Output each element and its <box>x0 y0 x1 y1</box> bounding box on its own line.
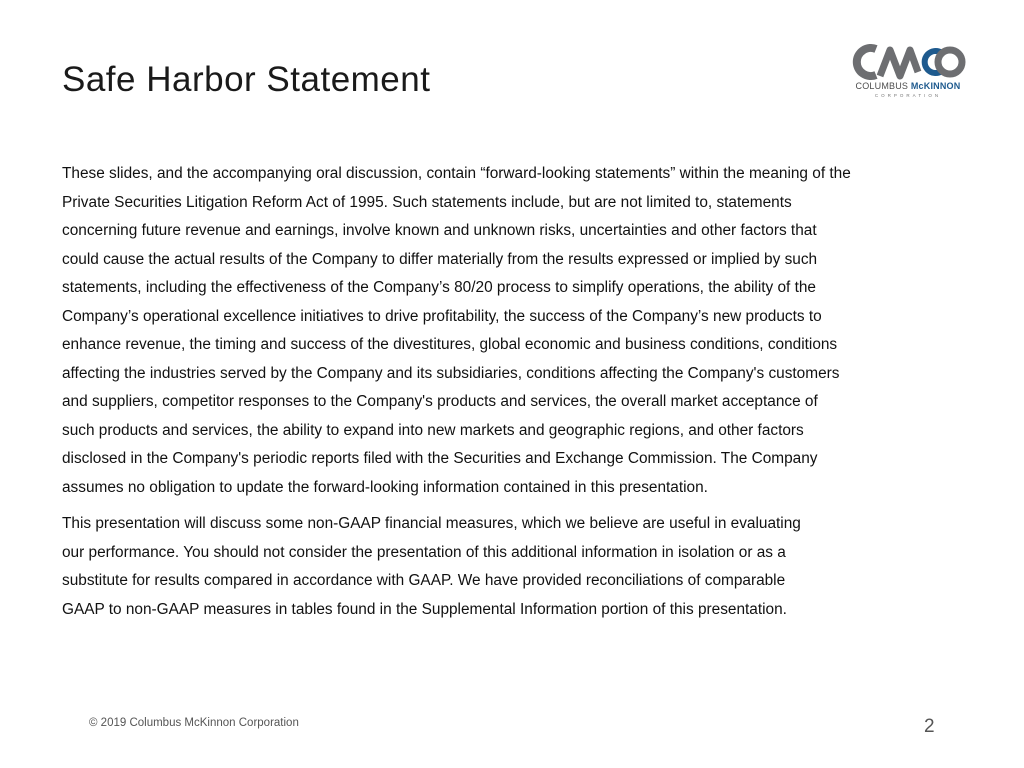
cmco-logo-mark <box>846 44 970 80</box>
paragraph-line: and suppliers, competitor responses to the Company's products and services, the overall market acceptance of <box>62 393 818 410</box>
footer-copyright: © 2019 Columbus McKinnon Corporation <box>89 717 299 729</box>
forward-looking-paragraph <box>62 160 967 502</box>
paragraph-line: Company’s operational excellence initiatives to drive profitability, the success of the Company’s new products to <box>62 307 822 325</box>
non-gaap-paragraph <box>62 510 967 624</box>
company-logo <box>846 44 970 124</box>
logo-letter-m <box>880 50 918 76</box>
paragraph-line: These slides, and the accompanying oral discussion, contain “forward-looking statements” within the meaning of the <box>62 165 851 182</box>
paragraph-line: This presentation will discuss some non-GAAP financial measures, which we believe are useful in evaluating <box>62 515 801 532</box>
slide-title: Safe Harbor Statement <box>62 60 431 99</box>
paragraph-line: disclosed in the Company's periodic reports filed with the Securities and Exchange Commission. The Company <box>62 450 818 467</box>
paragraph-line: enhance revenue, the timing and success of the divestitures, global economic and business conditions, conditions <box>62 336 838 353</box>
paragraph-line: GAAP to non-GAAP measures in tables found in the Supplemental Information portion of this presentation. <box>62 600 787 618</box>
logo-letter-c <box>857 48 876 76</box>
slide-body <box>62 160 967 632</box>
paragraph-line: could cause the actual results of the Company to differ materially from the results expressed or implied by such <box>62 250 818 268</box>
logo-letter-o <box>938 50 962 74</box>
logo-subtitle: CORPORATION <box>874 93 942 98</box>
paragraph-line: our performance. You should not consider the presentation of this additional information in isolation or as a <box>62 543 786 561</box>
logo-company-name <box>846 81 970 92</box>
logo-word-columbus: COLUMBUS <box>855 81 909 91</box>
paragraph-line: affecting the industries served by the Company and its subsidiaries, conditions affecting the Company's customers <box>62 364 840 382</box>
paragraph-line: statements, including the effectiveness of the Company’s 80/20 process to simplify operations, the ability of the <box>62 279 816 296</box>
paragraph-line: assumes no obligation to update the forward-looking information contained in this presentation. <box>62 478 708 496</box>
paragraph-line: substitute for results compared in accordance with GAAP. We have provided reconciliations of comparable <box>62 572 786 589</box>
paragraph-line: such products and services, the ability to expand into new markets and geographic regions, and other factors <box>62 421 804 439</box>
paragraph-line: Private Securities Litigation Reform Act of 1995. Such statements include, but are not limited to, statements <box>62 193 792 211</box>
page-number: 2 <box>924 716 935 737</box>
paragraph-line: concerning future revenue and earnings, involve known and unknown risks, uncertainties and other factors that <box>62 222 817 239</box>
logo-word-mckinnon: McKINNON <box>910 81 961 91</box>
